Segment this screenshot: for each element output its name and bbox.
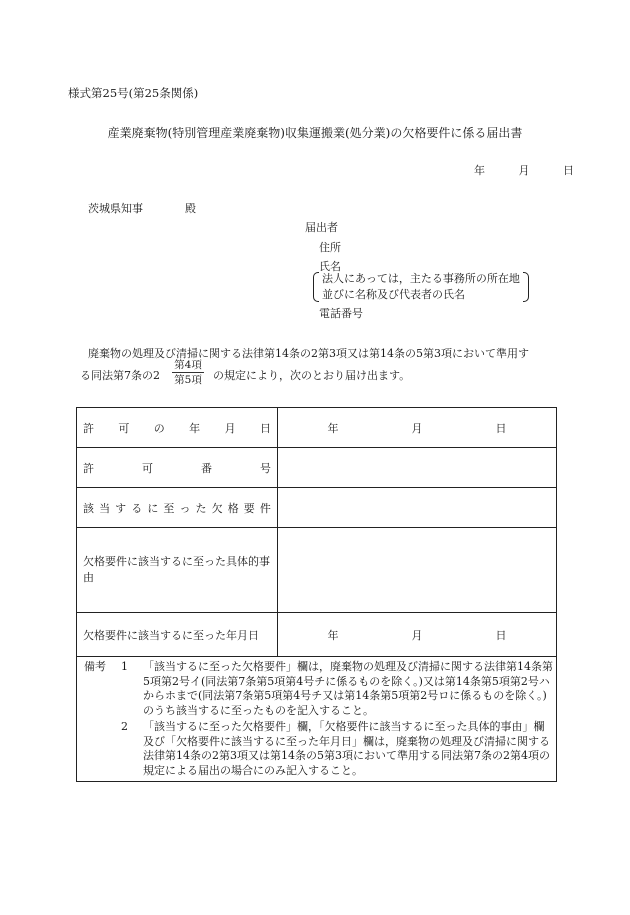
label-char: 許 [83,421,94,435]
date-day-label: 日 [563,164,574,177]
note-number-1: 1 [121,660,128,673]
permit-date-field[interactable] [278,408,557,448]
label-char: 月 [224,421,236,435]
table-row [77,613,557,657]
notification-table [76,407,557,657]
label-char: っ [179,501,191,515]
table-row [77,528,557,613]
label-char: 当 [99,501,111,515]
permit-number-label [77,448,278,488]
addressee-name: 茨城県知事 [88,202,143,215]
paragraph-choice-bottom: 第5項 [174,374,202,386]
disqualification-requirement-label [77,488,278,528]
note-text-1: 「該当するに至った欠格要件」欄は，廃棄物の処理及び清掃に関する法律第14条第5項第2号イ(同法第7条第5項第4号チに係るものを除く。)又は第14条第5項第2号ハからホまで(同法第7条第5項第4号チ又は第14条第5項第2号ロに係るものを除く。)のうち該当するに至ったものを記入すること。 [143,660,553,717]
label-char: に [147,501,159,515]
label-char: 該 [83,501,94,515]
notes-section [76,656,557,782]
applicable-date-field[interactable] [278,613,557,657]
disqualification-requirement-field[interactable] [278,488,557,528]
applicable-date-label: 欠格要件に該当するに至った年月日 [77,613,278,657]
label-char: 日 [259,421,271,435]
label-char: 要 [243,501,255,515]
specific-reason-field[interactable] [278,528,557,613]
body-line2-prefix: る同法第7条の2 [80,369,160,382]
addressee [88,200,196,216]
label-char: た [195,501,207,515]
notifier-block [305,218,341,277]
table-row [77,488,557,528]
paragraph-choice [172,358,204,387]
label-char: 可 [118,421,130,435]
label-char: 件 [259,501,271,515]
date-month-label: 月 [411,421,423,435]
label-char: 可 [142,461,153,475]
label-char: る [131,501,143,515]
date-month-label: 月 [518,164,530,177]
body-line1: 廃棄物の処理及び清掃に関する法律第14条の2第3項又は第14条の5第3項において準用す [88,347,529,360]
permit-number-field[interactable] [278,448,557,488]
form-number: 様式第25号(第25条関係) [68,86,199,100]
note-number-2: 2 [121,720,128,733]
corporation-note [313,271,529,303]
corporation-note-line2: 並びに名称及び代表者の氏名 [322,288,465,301]
document-title: 産業廃棄物(特別管理産業廃棄物)収集運搬業(処分業)の欠格要件に係る届出書 [107,126,523,140]
label-char: 格 [227,501,239,515]
paragraph-choice-top: 第4項 [174,359,202,371]
date-day-label: 日 [495,628,507,642]
permit-date-label [77,408,278,448]
date-year-label: 年 [327,421,339,435]
address-label: 住所 [319,240,341,254]
date-month-label: 月 [411,628,423,642]
label-char: 番 [201,461,212,475]
label-char: の [153,421,165,435]
label-char: 至 [163,501,175,515]
corporation-note-line1: 法人にあっては，主たる事務所の所在地 [322,272,520,285]
submission-date [474,162,574,178]
notes-label: 備考 [84,660,106,673]
date-day-label: 日 [495,421,507,435]
notifier-heading: 届出者 [305,221,338,234]
label-char: 欠 [211,501,223,515]
table-row [77,408,557,448]
specific-reason-label: 欠格要件に該当するに至った具体的事由 [77,528,278,613]
name-label: 氏名 [319,260,341,273]
label-char: 許 [83,461,94,475]
date-year-label: 年 [474,164,485,177]
body-line2-suffix: の規定により，次のとおり届け出ます。 [213,369,411,382]
label-char: す [115,501,127,515]
phone-label: 電話番号 [319,307,363,320]
table-row [77,448,557,488]
date-year-label: 年 [327,628,339,642]
addressee-honorific: 殿 [185,202,196,215]
note-text-2: 「該当するに至った欠格要件」欄，「欠格要件に該当するに至った具体的事由」欄及び「欠格要件に該当するに至った年月日」欄は，廃棄物の処理及び清掃に関する法律第14条の2第3項又は第14条の5第3項において準用する同法第7条の2第4項の規定による届出の場合にのみ記入すること。 [143,720,550,777]
label-char: 号 [260,461,271,475]
label-char: 年 [189,421,201,435]
